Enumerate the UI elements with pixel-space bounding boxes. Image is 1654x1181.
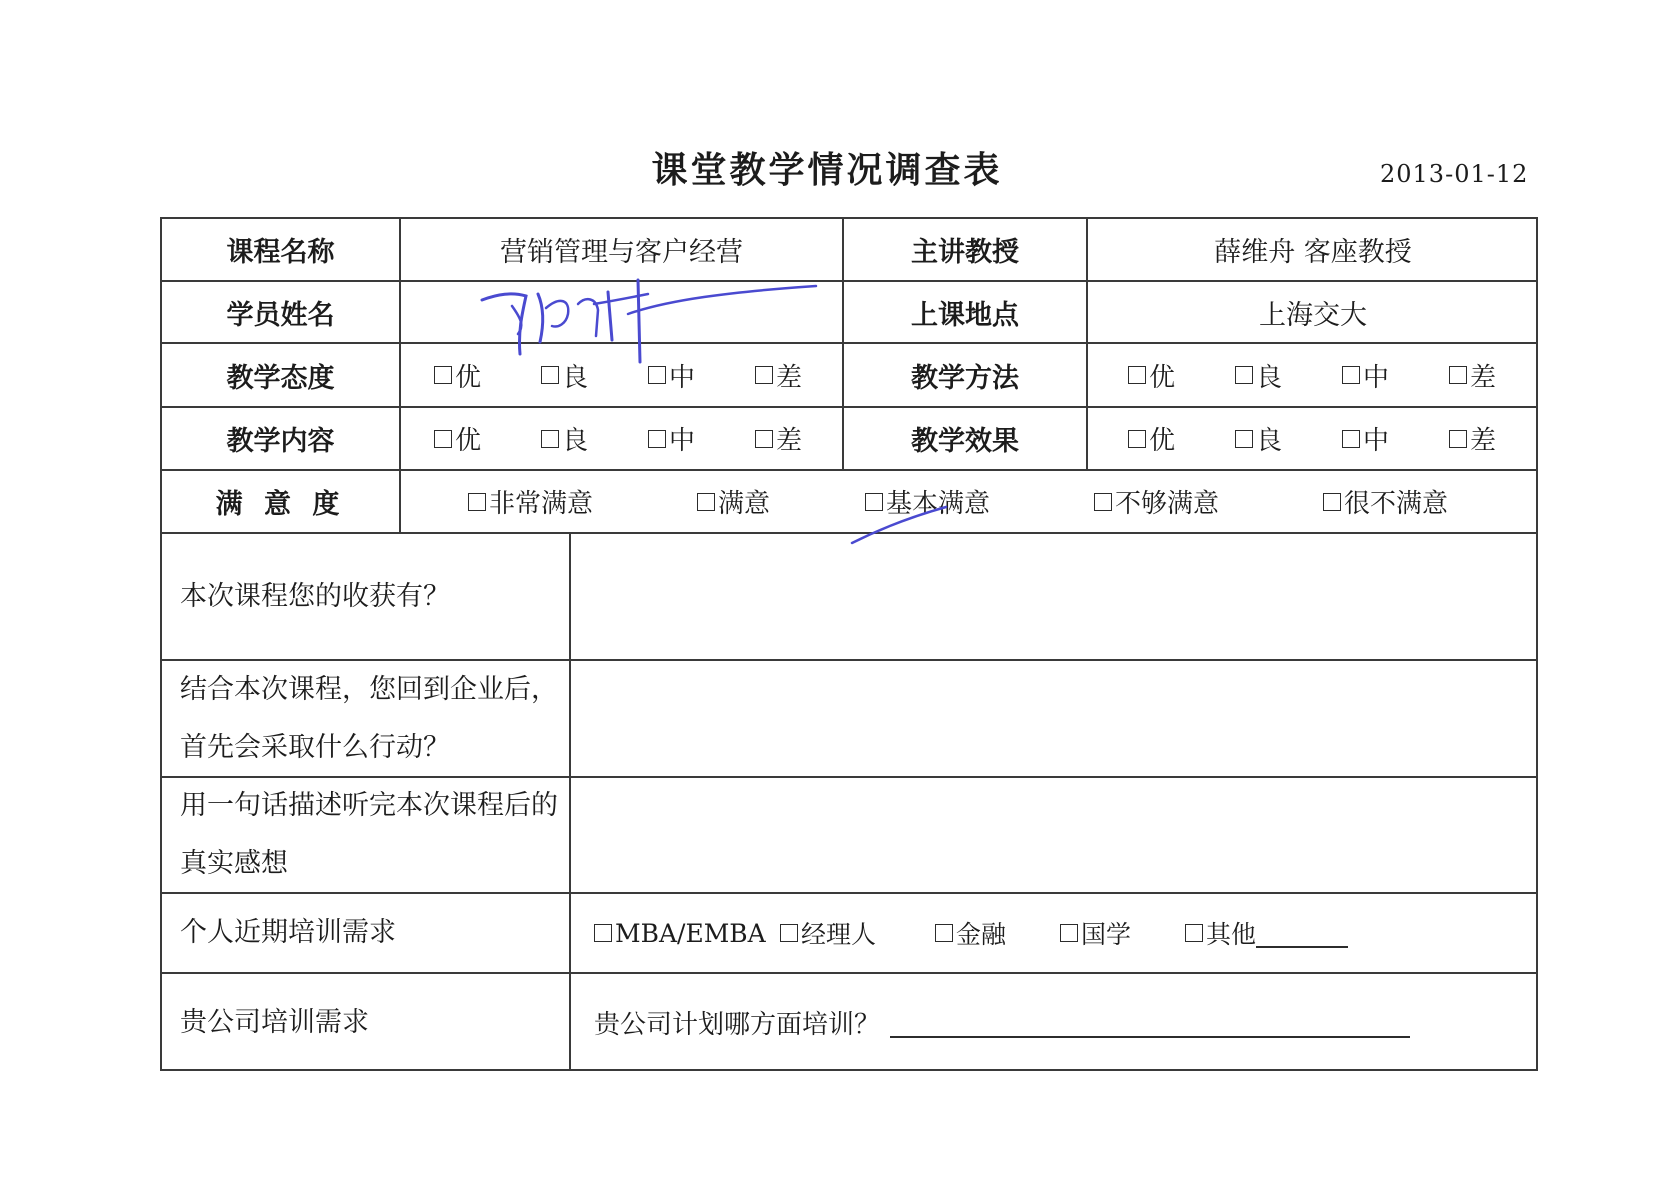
checkbox-icon [1235, 430, 1253, 448]
teaching-attitude-options [434, 344, 834, 406]
question-action: 结合本次课程，您回到企业后，首先会采取什么行动？ [180, 673, 558, 763]
training-option-finance[interactable]: 金融 [935, 915, 1060, 951]
checkbox-icon [780, 924, 798, 942]
satisfaction-option-very-unsatisfied[interactable]: 很不满意 [1323, 483, 1448, 520]
checkbox-icon [434, 430, 452, 448]
checkbox-icon [1235, 366, 1253, 384]
question-personal-training: 个人近期培训需求 [180, 917, 396, 948]
teaching-content-label: 教学内容 [226, 426, 335, 457]
checkbox-icon [697, 493, 715, 511]
question-gain: 本次课程您的收获有？ [180, 580, 450, 612]
checkbox-icon [1342, 366, 1360, 384]
checkbox-icon [1128, 430, 1146, 448]
company-training-blank[interactable] [890, 1008, 1410, 1038]
professor-label: 主讲教授 [911, 237, 1019, 268]
checkbox-icon [468, 493, 486, 511]
checkbox-icon [1185, 924, 1203, 942]
training-option-mba[interactable]: MBA/EMBA [594, 919, 780, 948]
rating-option-poor[interactable]: 差 [1449, 420, 1496, 457]
checkbox-icon [755, 366, 773, 384]
answer-feeling-field[interactable] [571, 778, 1538, 892]
teaching-method-label: 教学方法 [911, 362, 1019, 394]
teaching-effect-label: 教学效果 [911, 426, 1019, 457]
checkbox-icon [1323, 493, 1341, 511]
rating-option-poor[interactable]: 差 [755, 357, 802, 394]
checkbox-icon [594, 924, 612, 942]
student-name-field[interactable] [401, 282, 842, 342]
rating-option-good[interactable]: 良 [541, 420, 648, 457]
rating-option-excellent[interactable]: 优 [434, 357, 541, 394]
checkbox-icon [1094, 493, 1112, 511]
satisfaction-options [468, 471, 1528, 532]
teaching-attitude-label: 教学态度 [226, 362, 335, 394]
question-company-training: 贵公司培训需求 [180, 1006, 369, 1038]
rating-option-good[interactable]: 良 [1235, 357, 1342, 394]
checkbox-icon [648, 430, 666, 448]
checkbox-icon [1128, 366, 1146, 384]
checkbox-icon [541, 430, 559, 448]
survey-form [160, 217, 1538, 1071]
course-name-label: 课程名称 [226, 237, 335, 268]
satisfaction-option-very-satisfied[interactable]: 非常满意 [468, 483, 697, 520]
other-blank-line[interactable] [1256, 918, 1348, 948]
answer-action-field[interactable] [571, 661, 1538, 776]
satisfaction-option-basically-satisfied[interactable]: 基本满意 [865, 483, 1094, 520]
training-option-sinology[interactable]: 国学 [1060, 915, 1185, 951]
rating-option-excellent[interactable]: 优 [434, 420, 541, 457]
training-option-manager[interactable]: 经理人 [780, 915, 935, 951]
teaching-content-options [434, 408, 834, 469]
satisfaction-option-satisfied[interactable]: 满意 [697, 483, 865, 520]
rating-option-excellent[interactable]: 优 [1128, 357, 1235, 394]
rating-option-excellent[interactable]: 优 [1128, 420, 1235, 457]
rating-option-fair[interactable]: 中 [1342, 357, 1449, 394]
teaching-method-options [1128, 344, 1533, 406]
answer-gain-field[interactable] [571, 534, 1538, 659]
checkbox-icon [1449, 430, 1467, 448]
satisfaction-option-not-satisfied[interactable]: 不够满意 [1094, 483, 1323, 520]
location-label: 上课地点 [911, 299, 1019, 331]
company-training-row [594, 974, 1494, 1071]
course-name-value: 营销管理与客户经营 [500, 237, 743, 268]
personal-training-options [594, 894, 1494, 972]
company-training-prompt: 贵公司计划哪方面培训？ [594, 1010, 881, 1040]
checkbox-icon [541, 366, 559, 384]
checkbox-icon [755, 430, 773, 448]
rating-option-poor[interactable]: 差 [1449, 357, 1496, 394]
professor-value: 薛维舟 客座教授 [1214, 237, 1412, 268]
question-feeling: 用一句话描述听完本次课程后的真实感想 [180, 790, 558, 879]
location-value: 上海交大 [1259, 299, 1367, 331]
rating-option-fair[interactable]: 中 [1342, 420, 1449, 457]
form-title: 课堂教学情况调查表 [651, 150, 1003, 191]
teaching-effect-options [1128, 408, 1533, 469]
checkbox-icon [865, 493, 883, 511]
checkbox-icon [1342, 430, 1360, 448]
checkbox-icon [1449, 366, 1467, 384]
rating-option-fair[interactable]: 中 [648, 420, 755, 457]
student-name-label: 学员姓名 [226, 299, 335, 331]
checkbox-icon [434, 366, 452, 384]
satisfaction-label: 满 意 度 [215, 489, 346, 520]
rating-option-poor[interactable]: 差 [755, 420, 802, 457]
rating-option-good[interactable]: 良 [541, 357, 648, 394]
rating-option-good[interactable]: 良 [1235, 420, 1342, 457]
checkbox-icon [1060, 924, 1078, 942]
checkbox-icon [935, 924, 953, 942]
training-option-other[interactable]: 其他 [1185, 915, 1348, 951]
checkbox-icon [648, 366, 666, 384]
rating-option-fair[interactable]: 中 [648, 357, 755, 394]
form-date: 2013-01-12 [1380, 160, 1529, 188]
